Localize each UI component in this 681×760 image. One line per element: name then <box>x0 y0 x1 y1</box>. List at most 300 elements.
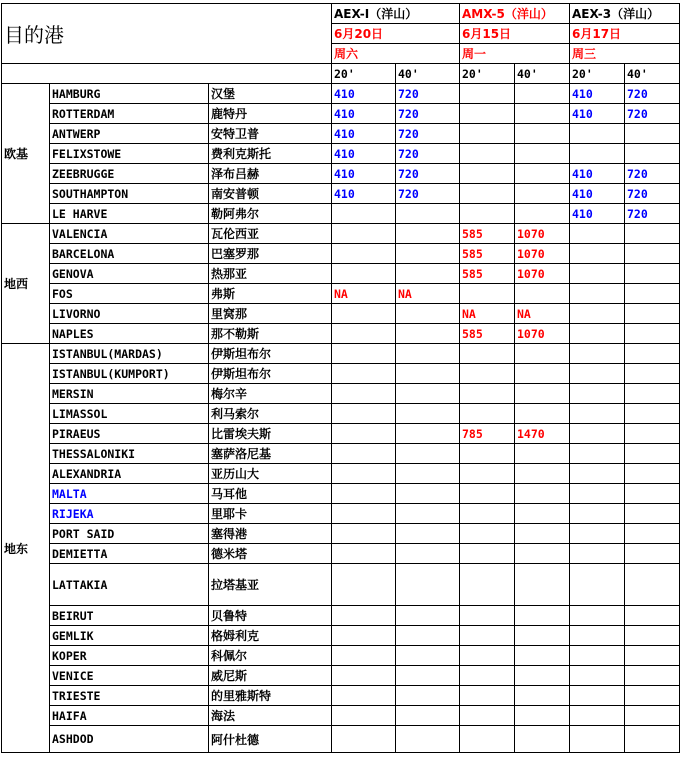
rate-cell <box>625 646 680 666</box>
port-name-cn: 那不勒斯 <box>209 324 332 344</box>
rate-cell <box>515 606 570 626</box>
rate-cell <box>515 564 570 606</box>
port-name-en: LIMASSOL <box>50 404 209 424</box>
rate-cell: 1070 <box>515 264 570 284</box>
rate-cell <box>332 344 396 364</box>
port-name-cn: 海法 <box>209 706 332 726</box>
rate-cell <box>570 464 625 484</box>
rate-cell: 1070 <box>515 224 570 244</box>
rate-cell <box>625 284 680 304</box>
rate-cell <box>332 404 396 424</box>
rate-cell <box>332 706 396 726</box>
rate-cell: 720 <box>625 84 680 104</box>
rate-cell: 410 <box>570 84 625 104</box>
rate-cell <box>396 564 460 606</box>
port-row <box>2 666 680 686</box>
rate-cell <box>515 686 570 706</box>
rate-cell: 410 <box>332 84 396 104</box>
size-header-blank <box>2 64 332 84</box>
rate-cell <box>570 324 625 344</box>
rate-cell <box>460 464 515 484</box>
rate-cell <box>515 384 570 404</box>
rate-cell <box>570 504 625 524</box>
rate-cell <box>625 726 680 753</box>
container-size-40-aex-3: 40' <box>625 64 680 84</box>
rate-cell <box>625 504 680 524</box>
port-name-en: DEMIETTA <box>50 544 209 564</box>
port-name-en: SOUTHAMPTON <box>50 184 209 204</box>
port-name-en: VALENCIA <box>50 224 209 244</box>
port-name-en: NAPLES <box>50 324 209 344</box>
rate-cell <box>396 686 460 706</box>
rate-cell <box>625 564 680 606</box>
port-name-cn: 的里雅斯特 <box>209 686 332 706</box>
port-name-cn: 汉堡 <box>209 84 332 104</box>
rate-cell <box>570 244 625 264</box>
rate-cell <box>570 484 625 504</box>
port-name-cn: 里耶卡 <box>209 504 332 524</box>
service-name-amx-5: AMX-5（洋山） <box>460 4 570 24</box>
rate-cell <box>515 364 570 384</box>
rate-cell <box>460 626 515 646</box>
rate-cell <box>625 444 680 464</box>
rate-cell <box>332 524 396 544</box>
rate-cell <box>515 706 570 726</box>
rate-cell <box>570 666 625 686</box>
rate-cell <box>625 484 680 504</box>
port-name-en: GENOVA <box>50 264 209 284</box>
rate-cell <box>396 544 460 564</box>
port-name-cn: 勒阿弗尔 <box>209 204 332 224</box>
rate-cell <box>332 484 396 504</box>
port-row <box>2 104 680 124</box>
rate-cell <box>570 686 625 706</box>
port-name-en: RIJEKA <box>50 504 209 524</box>
rate-cell <box>332 304 396 324</box>
rate-cell: 1470 <box>515 424 570 444</box>
rate-cell <box>396 224 460 244</box>
rate-cell <box>332 504 396 524</box>
rate-cell <box>396 504 460 524</box>
port-name-cn: 比雷埃夫斯 <box>209 424 332 444</box>
port-name-en: THESSALONIKI <box>50 444 209 464</box>
rate-cell <box>332 444 396 464</box>
rate-cell <box>625 304 680 324</box>
rate-cell <box>460 284 515 304</box>
rate-cell: 585 <box>460 244 515 264</box>
rate-cell <box>460 124 515 144</box>
port-row <box>2 224 680 244</box>
port-name-cn: 威尼斯 <box>209 666 332 686</box>
rate-cell <box>460 686 515 706</box>
container-size-20-aex-3: 20' <box>570 64 625 84</box>
rate-cell <box>515 646 570 666</box>
rate-cell <box>515 84 570 104</box>
rate-cell <box>332 646 396 666</box>
rate-cell <box>570 364 625 384</box>
port-row <box>2 626 680 646</box>
rate-cell <box>396 626 460 646</box>
port-name-en: LIVORNO <box>50 304 209 324</box>
port-name-cn: 亚历山大 <box>209 464 332 484</box>
region-label: 地西 <box>2 224 50 344</box>
port-name-en: GEMLIK <box>50 626 209 646</box>
rate-cell <box>570 444 625 464</box>
rate-cell <box>396 304 460 324</box>
port-name-cn: 巴塞罗那 <box>209 244 332 264</box>
rate-cell <box>515 726 570 753</box>
rate-cell: 410 <box>332 144 396 164</box>
rate-cell <box>460 706 515 726</box>
port-row <box>2 524 680 544</box>
rate-cell <box>515 344 570 364</box>
port-name-en: MALTA <box>50 484 209 504</box>
port-row <box>2 564 680 606</box>
port-row <box>2 384 680 404</box>
rate-cell <box>570 284 625 304</box>
port-name-cn: 安特卫普 <box>209 124 332 144</box>
port-name-cn: 科佩尔 <box>209 646 332 666</box>
rate-cell <box>625 244 680 264</box>
port-row <box>2 424 680 444</box>
port-row <box>2 124 680 144</box>
port-row <box>2 304 680 324</box>
rate-cell <box>460 564 515 606</box>
rate-cell <box>625 544 680 564</box>
rate-cell <box>460 164 515 184</box>
rate-cell <box>460 104 515 124</box>
rate-cell: 720 <box>625 104 680 124</box>
rate-cell: 410 <box>332 104 396 124</box>
rate-cell <box>332 424 396 444</box>
port-name-cn: 拉塔基亚 <box>209 564 332 606</box>
rate-cell <box>515 144 570 164</box>
service-name-aex-i: AEX-I（洋山） <box>332 4 460 24</box>
rate-cell <box>396 484 460 504</box>
rate-cell <box>515 184 570 204</box>
rate-cell <box>515 104 570 124</box>
port-name-en: ANTWERP <box>50 124 209 144</box>
container-size-20-amx-5: 20' <box>460 64 515 84</box>
rate-cell <box>625 384 680 404</box>
port-name-en: HAIFA <box>50 706 209 726</box>
port-row <box>2 686 680 706</box>
rate-cell <box>515 444 570 464</box>
container-size-40-aex-i: 40' <box>396 64 460 84</box>
port-row <box>2 284 680 304</box>
port-name-en: PIRAEUS <box>50 424 209 444</box>
rate-cell <box>625 364 680 384</box>
rate-cell: 410 <box>332 184 396 204</box>
rate-cell <box>396 666 460 686</box>
header-row-container-size <box>2 64 680 84</box>
rate-cell <box>570 424 625 444</box>
port-name-cn: 格姆利克 <box>209 626 332 646</box>
rate-cell: 720 <box>396 124 460 144</box>
rate-cell <box>625 324 680 344</box>
rate-cell <box>396 706 460 726</box>
rate-cell <box>332 606 396 626</box>
rate-cell <box>396 344 460 364</box>
rate-cell: 585 <box>460 224 515 244</box>
port-name-en: TRIESTE <box>50 686 209 706</box>
rate-cell <box>460 504 515 524</box>
rate-cell <box>570 124 625 144</box>
rate-cell <box>396 204 460 224</box>
port-name-en: LATTAKIA <box>50 564 209 606</box>
port-name-cn: 南安普顿 <box>209 184 332 204</box>
rate-cell <box>460 524 515 544</box>
port-name-cn: 贝鲁特 <box>209 606 332 626</box>
rate-cell <box>460 204 515 224</box>
rate-cell <box>625 686 680 706</box>
port-name-en: ASHDOD <box>50 726 209 753</box>
rate-cell <box>396 364 460 384</box>
rate-cell: 720 <box>625 204 680 224</box>
port-name-cn: 泽布吕赫 <box>209 164 332 184</box>
service-date-aex-3: 6月17日 <box>570 24 680 44</box>
rate-cell <box>460 444 515 464</box>
rate-cell <box>460 384 515 404</box>
rate-cell <box>332 564 396 606</box>
rate-cell <box>515 124 570 144</box>
rate-cell <box>396 606 460 626</box>
port-name-en: FELIXSTOWE <box>50 144 209 164</box>
rate-cell <box>515 504 570 524</box>
port-row <box>2 164 680 184</box>
rate-cell <box>625 706 680 726</box>
port-name-cn: 马耳他 <box>209 484 332 504</box>
rate-cell: 410 <box>332 124 396 144</box>
rate-cell <box>396 464 460 484</box>
rate-cell <box>625 424 680 444</box>
rate-cell <box>570 384 625 404</box>
port-name-cn: 鹿特丹 <box>209 104 332 124</box>
header-row-service <box>2 4 680 24</box>
rate-cell <box>332 384 396 404</box>
rate-cell <box>332 264 396 284</box>
rate-cell <box>625 524 680 544</box>
port-name-cn: 弗斯 <box>209 284 332 304</box>
rate-cell: 410 <box>570 104 625 124</box>
rate-cell <box>396 264 460 284</box>
service-date-amx-5: 6月15日 <box>460 24 570 44</box>
rate-cell <box>332 204 396 224</box>
port-name-en: ROTTERDAM <box>50 104 209 124</box>
port-name-en: HAMBURG <box>50 84 209 104</box>
rate-cell <box>515 626 570 646</box>
rate-cell <box>460 364 515 384</box>
rate-cell <box>625 144 680 164</box>
rate-cell <box>460 404 515 424</box>
rate-cell <box>460 344 515 364</box>
port-name-en: VENICE <box>50 666 209 686</box>
rate-cell: 410 <box>570 204 625 224</box>
port-row <box>2 144 680 164</box>
rate-table-body <box>2 4 680 753</box>
rate-cell <box>625 666 680 686</box>
port-name-cn: 费利克斯托 <box>209 144 332 164</box>
port-name-cn: 阿什杜德 <box>209 726 332 753</box>
rate-cell <box>570 606 625 626</box>
port-row <box>2 726 680 753</box>
port-name-cn: 利马索尔 <box>209 404 332 424</box>
port-row <box>2 184 680 204</box>
service-day-aex-i: 周六 <box>332 44 460 64</box>
rate-cell: NA <box>515 304 570 324</box>
rate-cell <box>625 264 680 284</box>
rate-cell <box>570 144 625 164</box>
rate-cell <box>332 224 396 244</box>
port-name-cn: 塞得港 <box>209 524 332 544</box>
rate-cell <box>515 484 570 504</box>
container-size-40-amx-5: 40' <box>515 64 570 84</box>
rate-cell <box>515 464 570 484</box>
rate-cell <box>460 144 515 164</box>
rate-cell <box>460 666 515 686</box>
rate-cell <box>570 524 625 544</box>
port-row <box>2 706 680 726</box>
port-name-en: LE HARVE <box>50 204 209 224</box>
rate-cell <box>332 244 396 264</box>
port-name-en: PORT SAID <box>50 524 209 544</box>
port-name-en: ZEEBRUGGE <box>50 164 209 184</box>
page-title: 目的港 <box>2 4 332 64</box>
rate-cell <box>515 204 570 224</box>
rate-cell <box>625 606 680 626</box>
rate-cell: 585 <box>460 324 515 344</box>
rate-cell <box>332 726 396 753</box>
port-name-cn: 瓦伦西亚 <box>209 224 332 244</box>
rate-cell: 1070 <box>515 244 570 264</box>
service-name-aex-3: AEX-3（洋山） <box>570 4 680 24</box>
rate-cell <box>332 324 396 344</box>
port-name-cn: 梅尔辛 <box>209 384 332 404</box>
port-row <box>2 364 680 384</box>
rate-cell <box>460 726 515 753</box>
rate-cell <box>570 344 625 364</box>
rate-cell: NA <box>396 284 460 304</box>
rate-cell <box>460 84 515 104</box>
rate-cell: 720 <box>396 164 460 184</box>
port-row <box>2 444 680 464</box>
rate-cell <box>570 544 625 564</box>
rate-cell <box>625 404 680 424</box>
rate-cell <box>570 726 625 753</box>
freight-rate-table <box>1 3 680 753</box>
rate-cell <box>396 726 460 753</box>
region-label: 地东 <box>2 344 50 753</box>
rate-cell <box>625 464 680 484</box>
port-name-en: BEIRUT <box>50 606 209 626</box>
port-row <box>2 344 680 364</box>
rate-cell <box>396 324 460 344</box>
rate-cell: 720 <box>625 164 680 184</box>
rate-cell <box>515 666 570 686</box>
rate-cell <box>396 424 460 444</box>
rate-cell <box>570 706 625 726</box>
port-name-en: ISTANBUL(KUMPORT) <box>50 364 209 384</box>
port-row <box>2 484 680 504</box>
rate-cell <box>332 464 396 484</box>
region-label: 欧基 <box>2 84 50 224</box>
port-name-cn: 伊斯坦布尔 <box>209 364 332 384</box>
port-name-cn: 德米塔 <box>209 544 332 564</box>
rate-cell: 585 <box>460 264 515 284</box>
rate-cell <box>460 544 515 564</box>
rate-cell <box>570 646 625 666</box>
rate-cell <box>332 544 396 564</box>
port-name-cn: 里窝那 <box>209 304 332 324</box>
rate-cell <box>396 244 460 264</box>
rate-cell <box>460 606 515 626</box>
rate-cell: NA <box>460 304 515 324</box>
rate-cell: 1070 <box>515 324 570 344</box>
rate-cell <box>515 544 570 564</box>
rate-cell <box>332 666 396 686</box>
rate-cell <box>515 164 570 184</box>
rate-cell: 720 <box>625 184 680 204</box>
rate-cell: 410 <box>570 184 625 204</box>
port-row <box>2 464 680 484</box>
port-row <box>2 606 680 626</box>
rate-cell <box>515 284 570 304</box>
rate-cell: 720 <box>396 104 460 124</box>
port-row <box>2 244 680 264</box>
rate-cell <box>396 646 460 666</box>
rate-cell <box>570 264 625 284</box>
port-row <box>2 84 680 104</box>
port-row <box>2 504 680 524</box>
port-row <box>2 324 680 344</box>
port-row <box>2 264 680 284</box>
rate-cell: 785 <box>460 424 515 444</box>
service-day-amx-5: 周一 <box>460 44 570 64</box>
port-name-en: MERSIN <box>50 384 209 404</box>
rate-cell <box>625 124 680 144</box>
rate-cell <box>515 404 570 424</box>
service-date-aex-i: 6月20日 <box>332 24 460 44</box>
rate-cell: 410 <box>570 164 625 184</box>
rate-cell <box>625 224 680 244</box>
rate-cell <box>570 564 625 606</box>
container-size-20-aex-i: 20' <box>332 64 396 84</box>
port-name-en: ALEXANDRIA <box>50 464 209 484</box>
port-row <box>2 544 680 564</box>
rate-cell <box>515 524 570 544</box>
rate-cell <box>570 404 625 424</box>
rate-cell <box>396 384 460 404</box>
rate-cell <box>396 524 460 544</box>
rate-cell <box>332 626 396 646</box>
port-row <box>2 204 680 224</box>
rate-cell <box>570 304 625 324</box>
rate-cell <box>396 444 460 464</box>
rate-cell <box>460 646 515 666</box>
rate-cell <box>460 184 515 204</box>
rate-cell <box>332 364 396 384</box>
rate-cell <box>460 484 515 504</box>
rate-cell <box>570 224 625 244</box>
rate-cell <box>396 404 460 424</box>
port-name-cn: 热那亚 <box>209 264 332 284</box>
rate-cell <box>570 626 625 646</box>
port-row <box>2 646 680 666</box>
port-name-cn: 塞萨洛尼基 <box>209 444 332 464</box>
port-name-en: KOPER <box>50 646 209 666</box>
port-name-en: BARCELONA <box>50 244 209 264</box>
rate-cell <box>332 686 396 706</box>
